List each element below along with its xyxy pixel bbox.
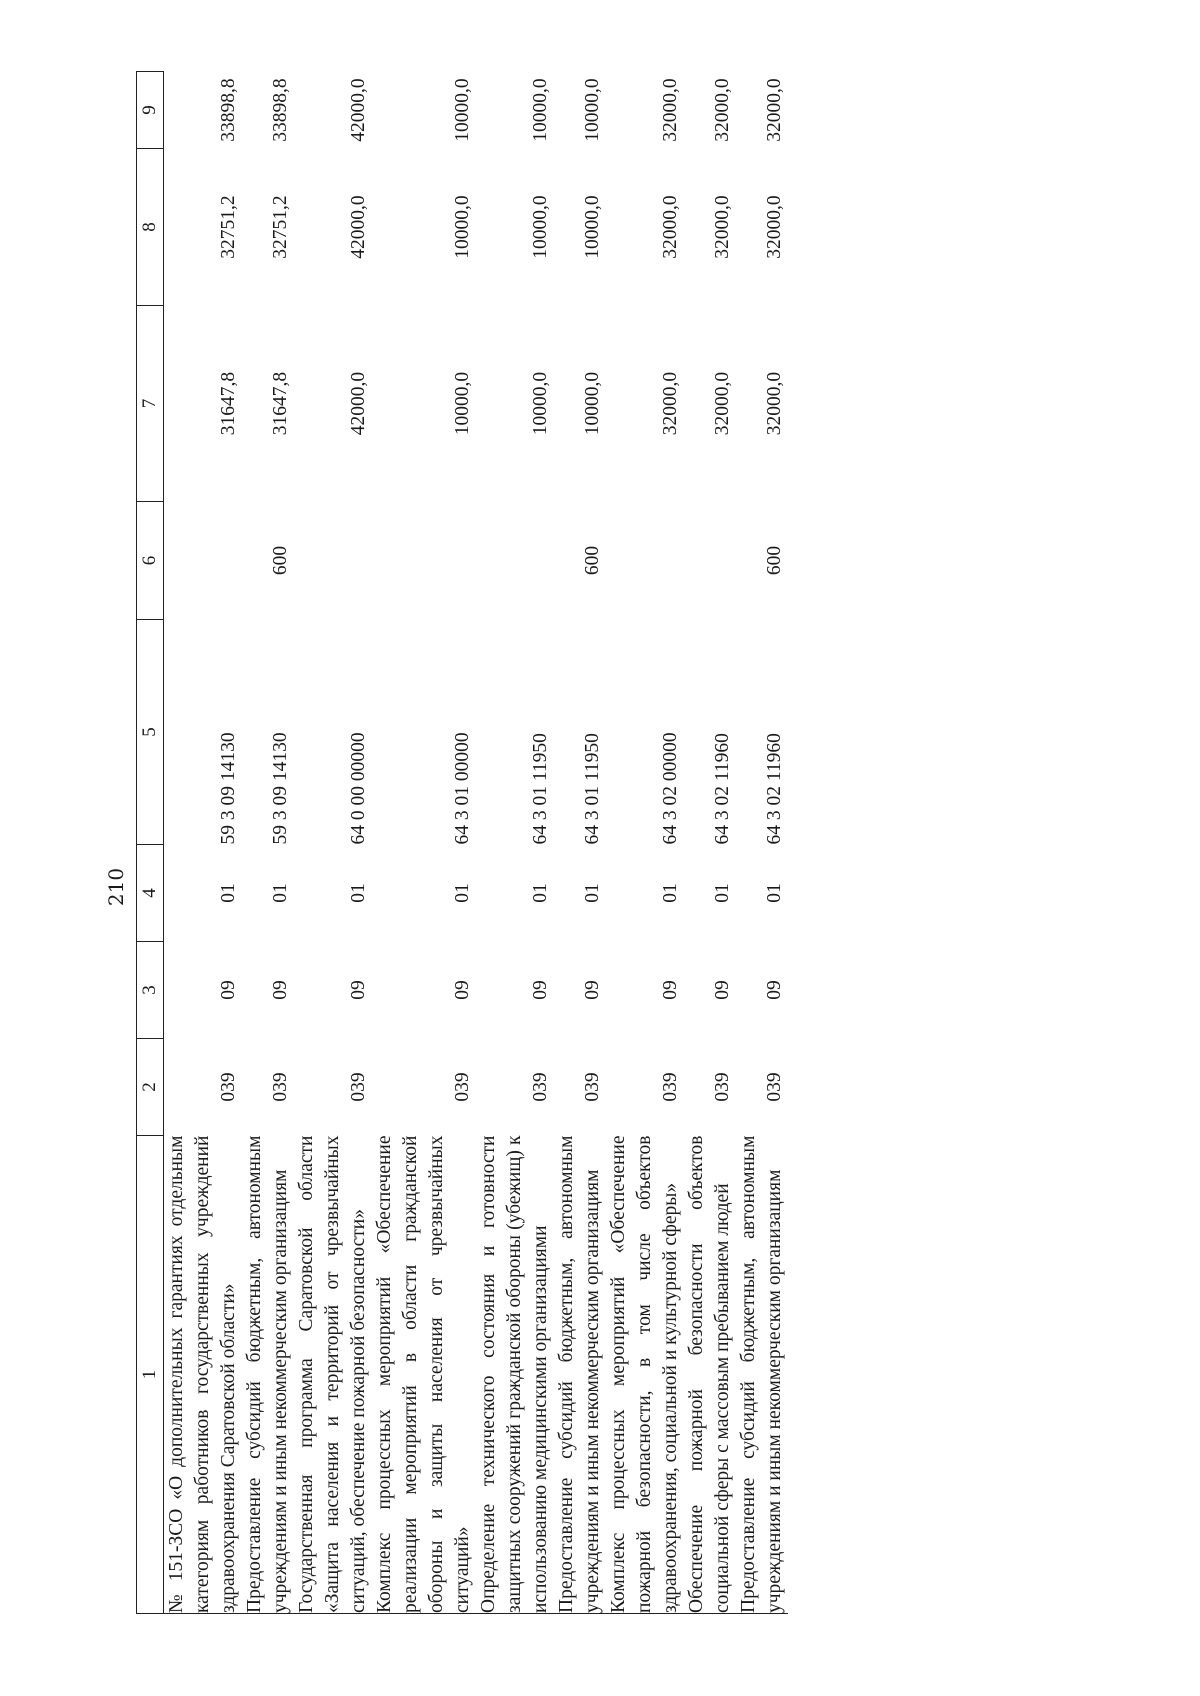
row-amount-7: 10000,0 — [530, 371, 551, 436]
table-row — [736, 72, 788, 1614]
row-amount-7: 10000,0 — [582, 371, 603, 436]
row-name: Предоставление субсидий бюджетным, автономным учреждениям и иным некоммерческим организациям — [736, 1136, 788, 1614]
row-code-3: 09 — [660, 980, 681, 1000]
row-name: Предоставление субсидий бюджетным, автономным учреждениям и иным некоммерческим организациям — [242, 1136, 294, 1614]
row-code-5: 64 3 02 00000 — [660, 732, 681, 845]
row-code-2: 039 — [712, 1072, 733, 1102]
row-amount-7: 31647,8 — [270, 371, 291, 436]
row-code-4: 01 — [712, 883, 733, 903]
table-row — [164, 72, 243, 1614]
table-row — [554, 72, 606, 1614]
row-code-4: 01 — [764, 883, 785, 903]
header-col-4: 4 — [137, 845, 164, 942]
row-code-3: 09 — [764, 980, 785, 1000]
row-code-2: 039 — [218, 1072, 239, 1102]
row-code-5: 64 3 01 11950 — [582, 733, 603, 845]
row-code-5: 64 0 00 00000 — [348, 732, 369, 845]
row-amount-8: 32000,0 — [764, 195, 785, 259]
row-code-3: 09 — [712, 980, 733, 1000]
row-code-4: 01 — [582, 883, 603, 903]
row-code-3: 09 — [452, 980, 473, 1000]
row-code-4: 01 — [348, 883, 369, 903]
row-amount-8: 32751,2 — [270, 195, 291, 259]
row-code-3: 09 — [270, 980, 291, 1000]
row-code-2: 039 — [582, 1072, 603, 1102]
row-code-5: 64 3 02 11960 — [712, 733, 733, 845]
row-name: № 151-ЗСО «О дополнительных гарантиях отдельным категориям работников государственных учреждений здравоохранения Саратовской области» — [164, 1136, 243, 1614]
row-code-6: 600 — [270, 545, 291, 576]
header-col-7: 7 — [137, 306, 164, 502]
row-code-4: 01 — [660, 883, 681, 903]
header-col-5: 5 — [137, 620, 164, 845]
row-code-5: 64 3 01 11950 — [530, 733, 551, 845]
header-row — [137, 72, 164, 1614]
row-code-4: 01 — [452, 883, 473, 903]
row-code-4: 01 — [218, 883, 239, 903]
row-code-2: 039 — [764, 1072, 785, 1102]
header-col-6: 6 — [137, 502, 164, 620]
row-code-4: 01 — [270, 883, 291, 903]
table-row — [294, 72, 372, 1614]
row-code-5: 64 3 01 00000 — [452, 732, 473, 845]
row-amount-8: 10000,0 — [582, 195, 603, 259]
row-code-3: 09 — [582, 980, 603, 1000]
row-amount-7: 32000,0 — [764, 371, 785, 436]
row-amount-9: 33898,8 — [270, 78, 291, 142]
row-amount-8: 42000,0 — [348, 195, 369, 259]
row-code-3: 09 — [218, 980, 239, 1000]
row-amount-7: 32000,0 — [660, 371, 681, 436]
header-col-8: 8 — [137, 149, 164, 306]
row-amount-7: 42000,0 — [348, 371, 369, 436]
row-name: Обеспечение пожарной безопасности объектов социальной сферы с массовым пребыванием людей — [684, 1136, 736, 1614]
row-amount-8: 32000,0 — [660, 195, 681, 259]
row-name: Комплекс процессных мероприятий «Обеспечение пожарной безопасности, в том числе объектов здравоохранения, социальной и культурной сферы» — [606, 1136, 684, 1614]
row-code-2: 039 — [530, 1072, 551, 1102]
row-code-6: 600 — [582, 545, 603, 576]
rotated-table-container — [136, 74, 1056, 1614]
row-name: Определение технического состояния и готовности защитных сооружений гражданской обороны (убежищ) к использованию медицинскими организациями — [476, 1136, 554, 1614]
row-code-2: 039 — [270, 1072, 291, 1102]
row-code-4: 01 — [530, 883, 551, 903]
row-amount-8: 10000,0 — [452, 195, 473, 259]
row-amount-9: 32000,0 — [660, 78, 681, 142]
row-name: Комплекс процессных мероприятий «Обеспечение реализации мероприятий в области гражданской обороны и защиты населения от чрезвычайных ситуаций» — [372, 1136, 476, 1614]
table-row — [684, 72, 736, 1614]
header-col-3: 3 — [137, 942, 164, 1039]
header-col-2: 2 — [137, 1039, 164, 1136]
row-amount-7: 32000,0 — [712, 371, 733, 436]
row-code-6 — [684, 502, 736, 620]
row-amount-7: 10000,0 — [452, 371, 473, 436]
row-amount-9: 10000,0 — [530, 78, 551, 142]
row-amount-9: 32000,0 — [712, 78, 733, 142]
row-amount-9: 10000,0 — [582, 78, 603, 142]
row-amount-9: 10000,0 — [452, 78, 473, 142]
table-body — [164, 72, 789, 1614]
row-amount-8: 32000,0 — [712, 195, 733, 259]
table-row — [372, 72, 476, 1614]
row-code-6 — [164, 502, 243, 620]
table-row — [476, 72, 554, 1614]
row-code-6 — [476, 502, 554, 620]
row-code-3: 09 — [530, 980, 551, 1000]
page-number: 210 — [104, 867, 128, 907]
row-code-6 — [294, 502, 372, 620]
row-amount-8: 32751,2 — [218, 195, 239, 259]
row-code-6 — [372, 502, 476, 620]
row-code-5: 64 3 02 11960 — [764, 733, 785, 845]
row-code-5: 59 3 09 14130 — [218, 732, 239, 845]
row-name: Государственная программа Саратовской области «Защита населения и территорий от чрезвычайных ситуаций, обеспечение пожарной безопасности» — [294, 1136, 372, 1614]
row-amount-7: 31647,8 — [218, 371, 239, 436]
table-row — [242, 72, 294, 1614]
row-amount-9: 32000,0 — [764, 78, 785, 142]
row-code-2: 039 — [452, 1072, 473, 1102]
table-row — [606, 72, 684, 1614]
header-col-9: 9 — [137, 72, 164, 149]
row-amount-8: 10000,0 — [530, 195, 551, 259]
row-code-3: 09 — [348, 980, 369, 1000]
row-code-2: 039 — [348, 1072, 369, 1102]
row-code-6 — [606, 502, 684, 620]
header-col-1: 1 — [137, 1136, 164, 1614]
row-amount-9: 33898,8 — [218, 78, 239, 142]
budget-table — [136, 71, 788, 1614]
row-code-6: 600 — [764, 545, 785, 576]
row-code-2: 039 — [660, 1072, 681, 1102]
row-amount-9: 42000,0 — [348, 78, 369, 142]
row-name: Предоставление субсидий бюджетным, автономным учреждениям и иным некоммерческим организациям — [554, 1136, 606, 1614]
row-code-5: 59 3 09 14130 — [270, 732, 291, 845]
